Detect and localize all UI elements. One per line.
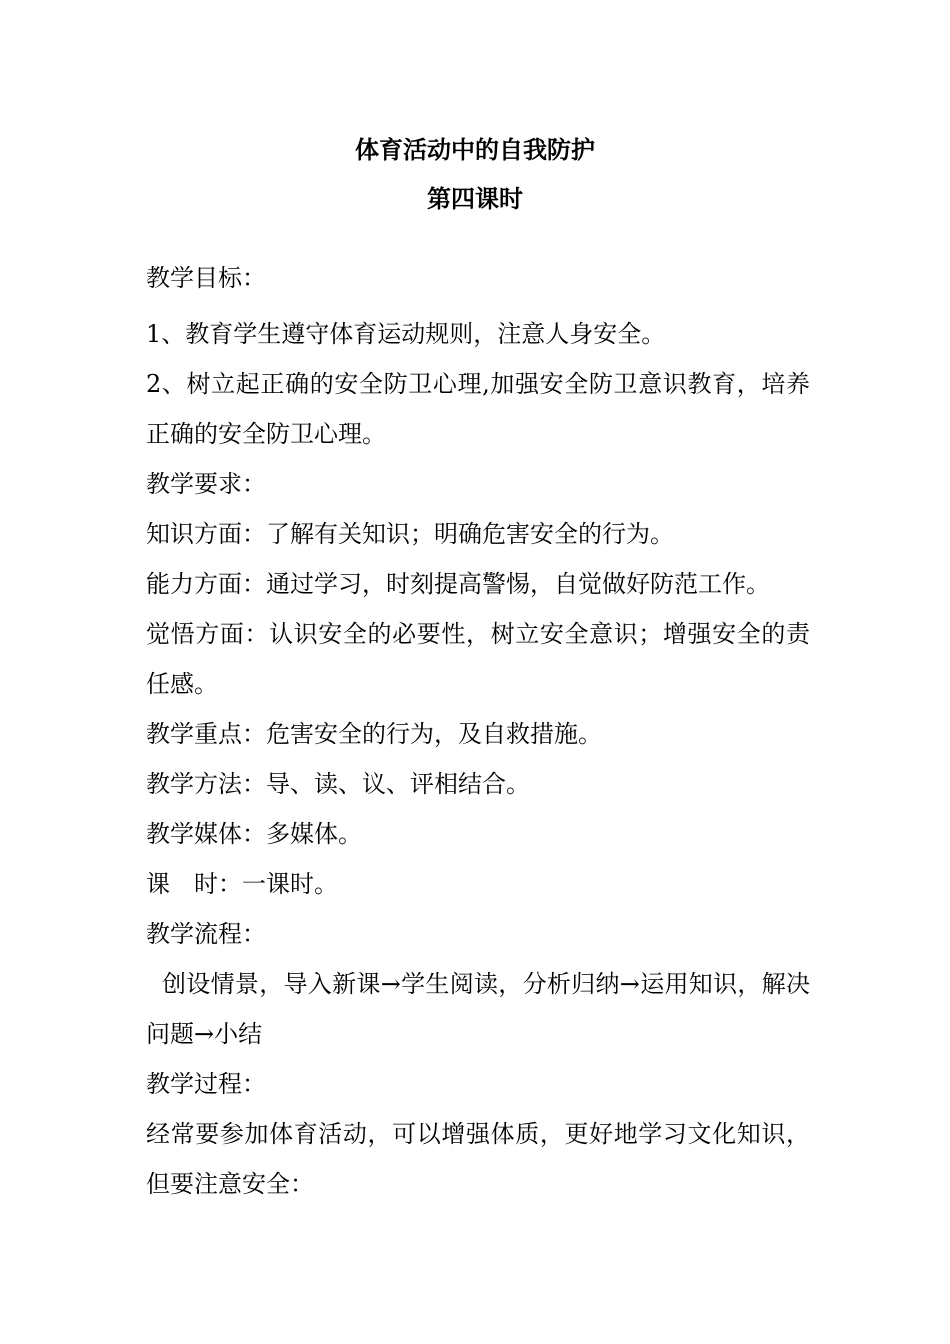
knowledge-requirement: 知识方面：了解有关知识；明确危害安全的行为。 — [146, 520, 674, 548]
flow-heading: 教学流程： — [146, 920, 266, 948]
process-heading: 教学过程： — [146, 1070, 266, 1098]
objectives-heading: 教学目标： — [146, 264, 266, 292]
document-title: 体育活动中的自我防护 — [355, 136, 595, 164]
document-subtitle: 第四课时 — [427, 185, 523, 213]
process-text: 经常要参加体育活动，可以增强体质，更好地学习文化知识，但要注意安全： — [146, 1120, 810, 1198]
objective-item-2: 2、树立起正确的安全防卫心理,加强安全防卫意识教育，培养正确的安全防卫心理。 — [146, 370, 810, 448]
document-body — [146, 253, 810, 1209]
teaching-methods: 教学方法：导、读、议、评相结合。 — [146, 770, 530, 798]
class-hours: 课 时：一课时。 — [146, 870, 338, 898]
requirements-heading: 教学要求： — [146, 470, 266, 498]
ability-requirement: 能力方面：通过学习，时刻提高警惕，自觉做好防范工作。 — [146, 570, 770, 598]
objective-item-1: 1、教育学生遵守体育运动规则，注意人身安全。 — [146, 320, 666, 348]
key-points: 教学重点：危害安全的行为，及自救措施。 — [146, 720, 602, 748]
teaching-media: 教学媒体：多媒体。 — [146, 820, 362, 848]
awareness-requirement: 觉悟方面：认识安全的必要性，树立安全意识；增强安全的责任感。 — [146, 620, 810, 698]
teaching-flow: 创设情景，导入新课→学生阅读，分析归纳→运用知识，解决问题→小结 — [146, 970, 810, 1048]
